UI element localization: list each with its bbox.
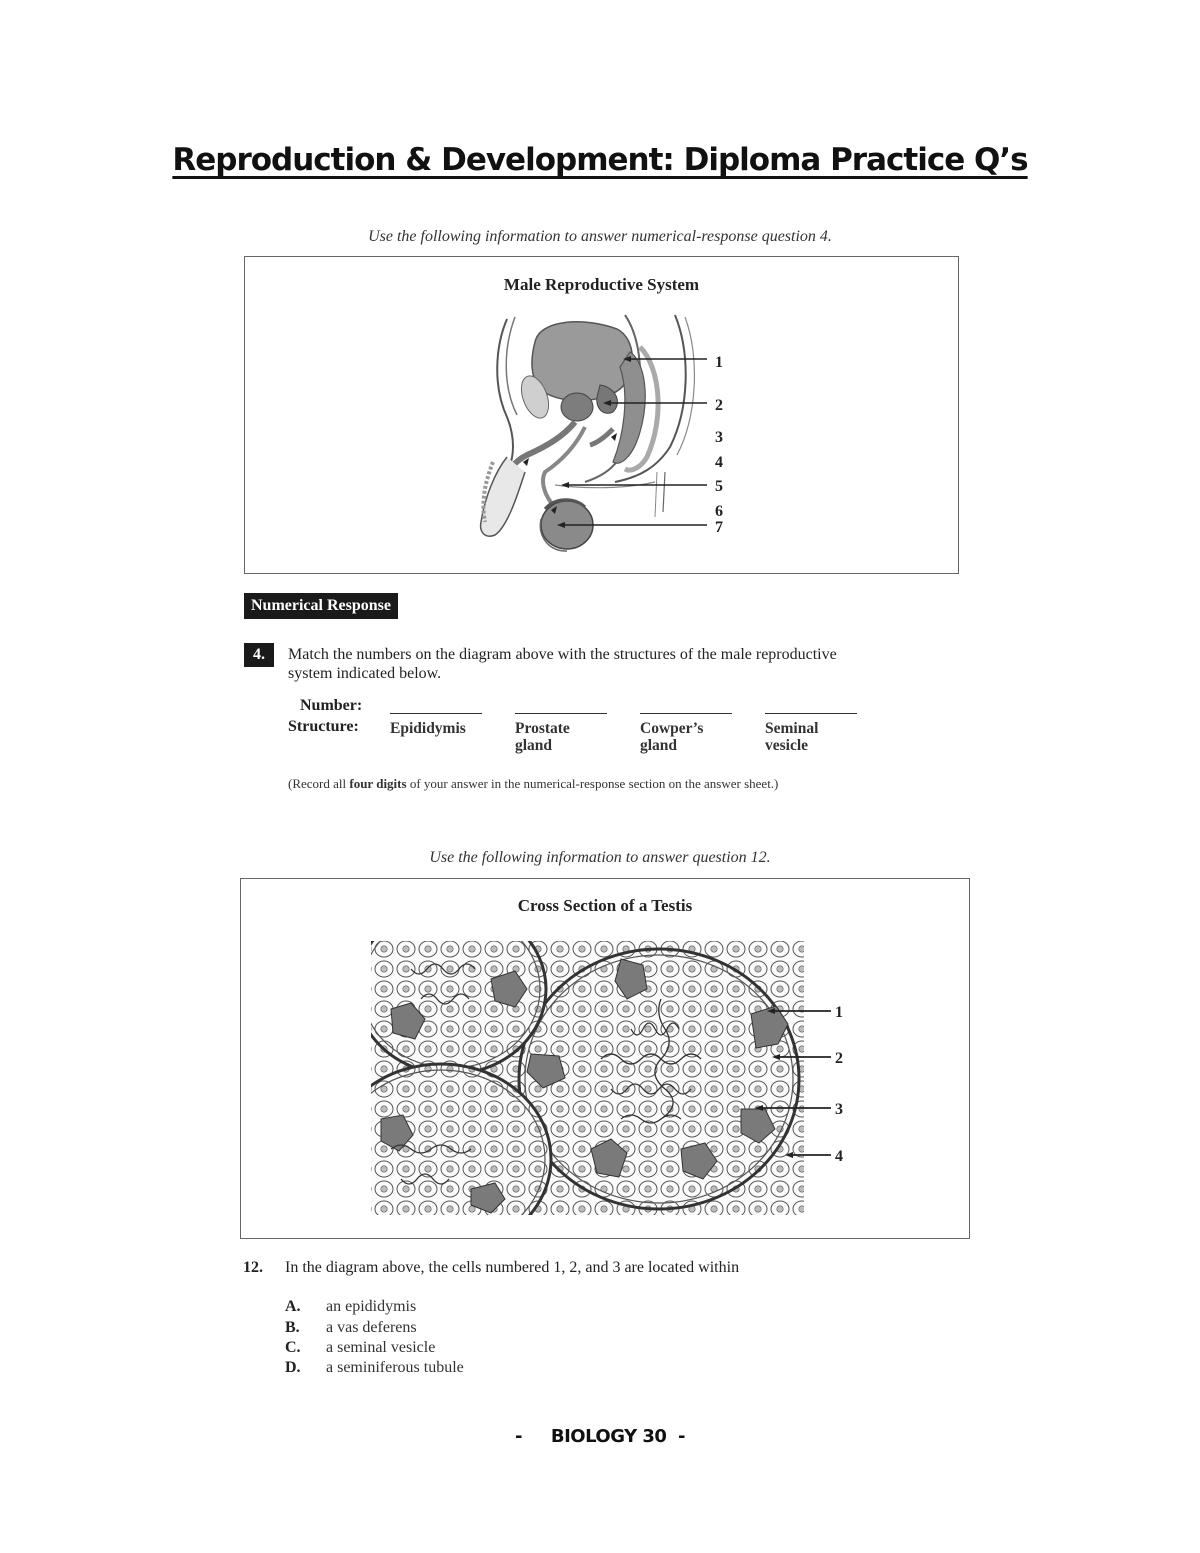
structure-seminal-vesicle [765,720,875,754]
answer-blank-3[interactable] [640,713,732,714]
structure-2-line-2: gland [515,737,553,754]
option-c-letter: C. [285,1339,301,1356]
structure-row-label: Structure: [288,718,359,735]
number-row-label: Number: [300,697,363,714]
diagram-label-2: 2 [715,397,723,414]
page-footer: - BIOLOGY 30 - [515,1426,685,1447]
record-answer-note [288,776,988,792]
structure-4-line-2: vesicle [765,737,809,754]
option-a-text[interactable]: an epididymis [326,1298,417,1315]
structure-prostate-gland [515,720,625,754]
instruction-q12: Use the following information to answer question 12. [429,849,771,866]
answer-blank-1[interactable] [390,713,482,714]
diagram-label-4: 4 [715,454,723,471]
numerical-response-header: Numerical Response [244,593,398,619]
question-4-line-1: Match the numbers on the diagram above with the structures of the male reproductive [288,646,837,663]
option-d-text[interactable]: a seminiferous tubule [326,1359,464,1376]
question-4-text [288,645,948,683]
instruction-q4: Use the following information to answer numerical-response question 4. [368,228,832,245]
testis-label-2: 2 [835,1050,843,1067]
testis-label-1: 1 [835,1004,843,1021]
note-bold: four digits [349,776,407,791]
testis-cross-section-diagram [241,879,969,1238]
structure-2-line-1: Prostate [515,720,570,737]
testis-label-3: 3 [835,1101,843,1118]
diagram-label-3: 3 [715,429,723,446]
question-12-number: 12. [243,1259,263,1276]
structure-4-line-1: Seminal [765,720,819,737]
figure-male-reproductive-system [244,256,959,574]
figure-testis-cross-section [240,878,970,1239]
diagram-label-5: 5 [715,478,723,495]
male-reproductive-diagram [245,257,958,573]
diagram-label-1: 1 [715,354,723,371]
question-4-number: 4. [244,643,274,667]
structure-1-line-1: Epididymis [390,720,466,737]
figure-title: Male Reproductive System [503,275,700,294]
structure-epididymis [390,720,500,737]
question-4-line-2: system indicated below. [288,665,442,682]
testis-label-4: 4 [835,1148,843,1165]
note-suffix: of your answer in the numerical-response section on the answer sheet.) [406,776,779,791]
option-c-text[interactable]: a seminal vesicle [326,1339,436,1356]
diagram-label-7: 7 [715,519,723,536]
answer-blank-2[interactable] [515,713,607,714]
question-12-stem: In the diagram above, the cells numbered 1, 2, and 3 are located within [285,1259,740,1276]
answer-blank-4[interactable] [765,713,857,714]
structure-3-line-1: Cowper’s [640,720,704,737]
diagram-label-6: 6 [715,503,723,520]
structure-3-line-2: gland [640,737,678,754]
page-title: Reproduction & Development: Diploma Practice Q’s [172,142,1028,178]
option-b-letter: B. [285,1319,300,1336]
option-b-text[interactable]: a vas deferens [326,1319,417,1336]
note-prefix: (Record all [288,776,350,791]
structure-cowpers-gland [640,720,750,754]
option-d-letter: D. [285,1359,301,1376]
figure-title-2: Cross Section of a Testis [517,896,693,915]
option-a-letter: A. [285,1298,301,1315]
